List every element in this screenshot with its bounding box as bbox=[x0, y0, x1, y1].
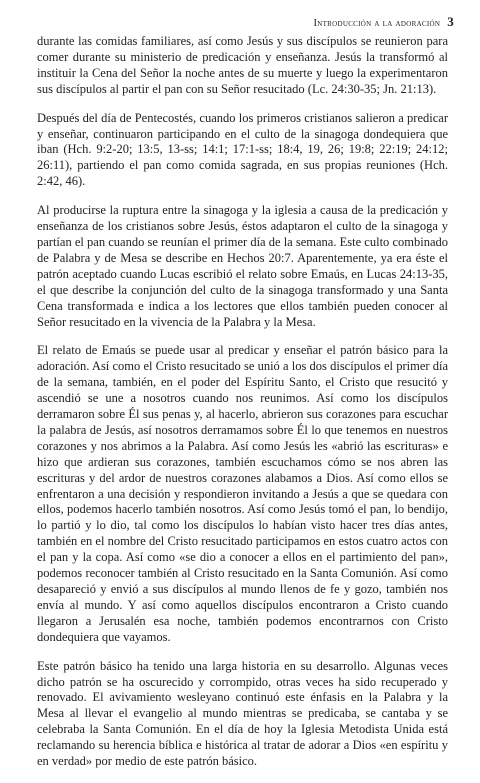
paragraph: durante las comidas familiares, así como Jesús y sus discípulos se reunieron para comer durante su ministerio de predicación y enseñanza. Jesús la transformó al instituir la Cena del Señor la noche antes de su muerte y luego la experimentaron sus discípulos al partir el pan con su Señor resucitado (Lc. 24:30-35; Jn. 21:13). bbox=[37, 34, 448, 96]
page-header bbox=[313, 14, 454, 30]
text-body bbox=[37, 34, 448, 783]
running-title: Introducción a la adoración bbox=[313, 18, 441, 29]
paragraph: Este patrón básico ha tenido una larga historia en su desarrollo. Algunas veces dicho patrón se ha oscurecido y corrompido, otras veces ha sido recuperado y renovado. El avivamiento wesleyano continuó este énfasis en la Palabra y la Mesa al llevar el evangelio al mundo mientras se predicaba, se cantaba y se celebraba la Santa Comunión. En el día de hoy la Iglesia Metodista Unida está reclamando su herencia bíblica e histórica al tratar de adorar a Dios «en espíritu y en verdad» por medio de este patrón básico. bbox=[37, 658, 448, 769]
paragraph: Al producirse la ruptura entre la sinagoga y la iglesia a causa de la predicación y enseñanza de los cristianos sobre Jesús, éstos adaptaron el culto de la sinagoga y partían el pan cuando se reunían el primer día de la semana. Este culto combinado de Palabra y de Mesa se describe en Hechos 20:7. Aparentemente, ya era éste el patrón aceptado cuando Lucas escribió el relato sobre Emaús, en Lucas 24:13-35, el que describe la conjunción del culto de la sinagoga transformado y una Santa Cena transformada e indica a los lectores que ellos también pueden conocer al Señor resucitado en la vivencia de la Palabra y la Mesa. bbox=[37, 203, 448, 329]
paragraph: El relato de Emaús se puede usar al predicar y enseñar el patrón básico para la adoración. Así como el Cristo resucitado se unió a los dos discípulos el primer día de la semana, también, en el poder del Espíritu Santo, el Cristo que resucitó y ascendió se une a nosotros cuando nos reunimos. Así como los discípulos derramaron sobre Él sus penas y, al hacerlo, abrieron sus corazones para escuchar la palabra de Jesús, así nosotros derramamos sobre Él lo que tenemos en nuestros corazones y nos abrimos a la Palabra. Así como Jesús les «abrió las escrituras» e hizo que ardieran sus corazones, también escuchamos cómo se nos abren las escrituras y del ardor de nuestros corazones alabamos a Dios. Así como ellos se enfrentaron a una decisión y respondieron invitando a Jesús a que se quedara con ellos, podemos hacerlo también nosotros. Así como Jesús tomó el pan, lo bendijo, lo partió y lo dio, tal como los discípulos lo habían visto hacer tres días antes, también en el nombre del Cristo resucitado participamos en estos cuatro actos con el pan y la copa. Así como «se dio a conocer a ellos en el partimiento del pan», podemos reconocer también al Cristo resucitado en la Santa Comunión. Así como desapareció y envió a sus discípulos al mundo llenos de fe y gozo, también nos envía al mundo. Y así como aquellos discípulos encontraron a Cristo cuando llegaron a Jerusalén esa noche, también podemos encontrarnos con Cristo dondequiera que vayamos. bbox=[37, 343, 448, 644]
page-number: 3 bbox=[447, 14, 454, 29]
paragraph: Después del día de Pentecostés, cuando los primeros cristianos salieron a predicar y enseñar, continuaron participando en el culto de la sinagoga dondequiera que iban (Hch. 9:2-20; 13:5, 13-ss; 14:1; 17:1-ss; 18:4, 19, 26; 19:8; 22:19; 24:12; 26:11), partiendo el pan como comida sagrada, en sus propias reuniones (Hch. 2:42, 46). bbox=[37, 110, 448, 189]
